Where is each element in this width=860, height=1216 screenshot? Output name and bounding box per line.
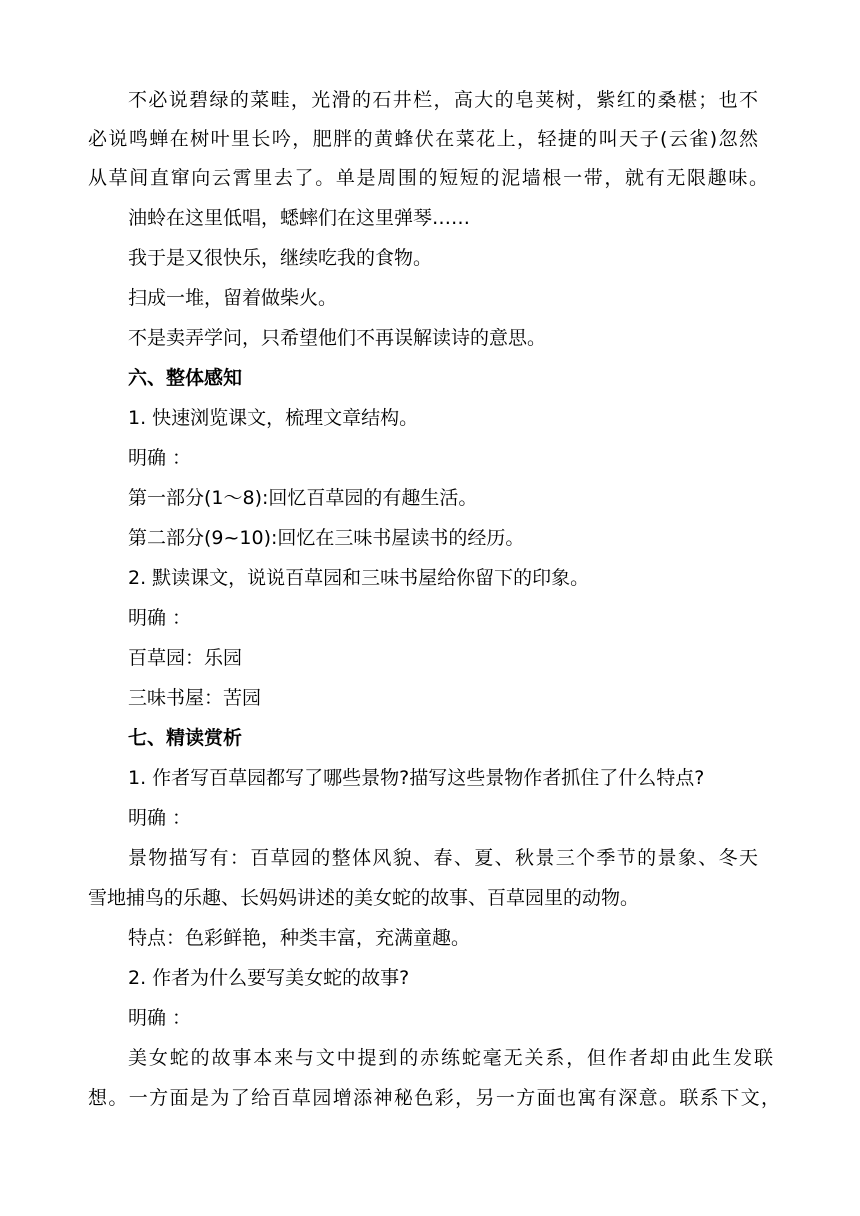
- question-line: 1. 快速浏览课文，梳理文章结构。: [128, 407, 419, 429]
- paragraph-line: 第一部分(1～8):回忆百草园的有趣生活。: [128, 487, 478, 509]
- paragraph-line: 三味书屋：苦园: [128, 687, 262, 709]
- paragraph-line: 百草园：乐园: [128, 647, 243, 669]
- section-heading: 七、精读赏析: [128, 727, 243, 749]
- paragraph-line: 油蛉在这里低唱，蟋蟀们在这里弹琴……: [128, 207, 471, 229]
- paragraph-line: 必说鸣蝉在树叶里长吟，肥胖的黄蜂伏在菜花上，轻捷的叫天子(云雀)忽然: [88, 128, 758, 150]
- paragraph-line: 美女蛇的故事本来与文中提到的赤练蛇毫无关系，但作者却由此生发联: [128, 1047, 773, 1069]
- section-heading: 六、整体感知: [128, 367, 243, 389]
- paragraph-line: 扫成一堆，留着做柴火。: [128, 287, 338, 309]
- paragraph-line: 想。一方面是为了给百草园增添神秘色彩，另一方面也寓有深意。联系下文，: [88, 1087, 780, 1109]
- paragraph-line: 我于是又很快乐，继续吃我的食物。: [128, 247, 433, 269]
- answer-label: 明确 ：: [128, 607, 192, 629]
- paragraph-line: 特点：色彩鲜艳，种类丰富，充满童趣。: [128, 927, 471, 949]
- answer-label: 明确 ：: [128, 807, 192, 829]
- question-line: 2. 作者为什么要写美女蛇的故事?: [128, 967, 410, 989]
- paragraph-line: 雪地捕鸟的乐趣、长妈妈讲述的美女蛇的故事、百草园里的动物。: [88, 887, 640, 909]
- paragraph-line: 第二部分(9~10):回忆在三味书屋读书的经历。: [128, 527, 525, 549]
- paragraph-line: 景物描写有：百草园的整体风貌、春、夏、秋景三个季节的景象、冬天: [128, 847, 758, 869]
- paragraph-line: 从草间直窜向云霄里去了。单是周围的短短的泥墙根一带，就有无限趣味。: [88, 167, 768, 189]
- question-line: 2. 默读课文，说说百草园和三味书屋给你留下的印象。: [128, 567, 590, 589]
- answer-label: 明确 ：: [128, 447, 192, 469]
- answer-label: 明确 ：: [128, 1007, 192, 1029]
- paragraph-line: 不是卖弄学问，只希望他们不再误解读诗的意思。: [128, 327, 547, 349]
- paragraph-line: 不必说碧绿的菜畦，光滑的石井栏，高大的皂荚树，紫红的桑椹；也不: [128, 89, 758, 111]
- question-line: 1. 作者写百草园都写了哪些景物?描写这些景物作者抓住了什么特点?: [128, 767, 705, 789]
